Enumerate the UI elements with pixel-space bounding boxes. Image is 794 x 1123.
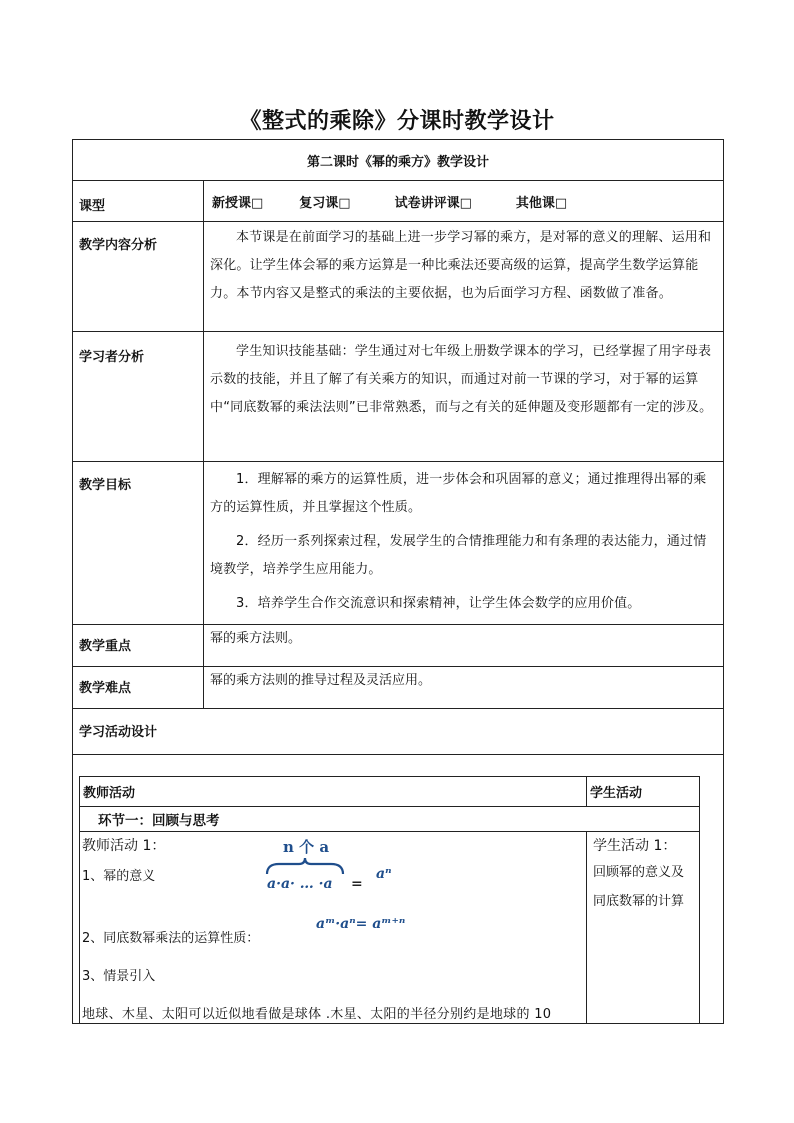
- type-exam-review-lesson[interactable]: 试卷讲评课□: [394, 195, 472, 211]
- lesson-design-table: [72, 139, 724, 1024]
- math-power-result: aⁿ: [376, 866, 392, 882]
- teacher-activity-title: 教师活动 1：: [82, 838, 166, 854]
- student-activity-header: 学生活动: [587, 777, 700, 807]
- learner-analysis-label: 学习者分析: [73, 332, 204, 462]
- student-activity-text: 回顾幂的意义及同底数幂的计算: [593, 865, 685, 909]
- math-n-copies-label: n 个 a: [283, 838, 330, 856]
- goal-item: 1．理解幂的乘方的运算性质，进一步体会和巩固幂的意义；通过推理得出幂的乘方的运算性质，并且掌握这个性质。: [210, 472, 707, 515]
- goal-item: 3．培养学生合作交流意识和探索精神，让学生体会数学的应用价值。: [236, 596, 641, 611]
- difficulty-text: 幂的乘方法则的推导过程及灵活应用。: [204, 667, 724, 709]
- key-point-label: 教学重点: [73, 625, 204, 667]
- student-activity-title: 学生活动 1：: [593, 838, 677, 854]
- math-equals: =: [351, 876, 363, 892]
- math-product-expression: a·a· … ·a: [267, 876, 333, 892]
- teaching-goals-label: 教学目标: [73, 462, 204, 625]
- type-other-lesson[interactable]: 其他课□: [515, 195, 568, 211]
- scenario-text: 地球、木星、太阳可以近似地看做是球体 .木星、太阳的半径分别约是地球的 10: [82, 1007, 552, 1022]
- item-same-base-rule: 2、同底数幂乘法的运算性质：: [82, 931, 260, 946]
- type-options: [204, 181, 724, 222]
- type-label: 课型: [73, 181, 204, 222]
- content-analysis-text: 本节课是在前面学习的基础上进一步学习幂的乘方，是对幂的意义的理解、运用和深化。让学生体会幂的乘方运算是一种比乘法还要高级的运算，提高学生数学运算能力。本节内容又是整式的乘法的主要依据，也为后面学习方程、函数做了准备。: [204, 222, 724, 332]
- content-analysis-label: 教学内容分析: [73, 222, 204, 332]
- math-same-base-rule: aᵐ·aⁿ= aᵐ⁺ⁿ: [316, 916, 406, 932]
- teaching-goals: [204, 462, 724, 625]
- teacher-activity-header: 教师活动: [80, 777, 587, 807]
- activity-design-label: 学习活动设计: [73, 709, 724, 755]
- brace-icon: [265, 856, 345, 876]
- teacher-activity-cell: [80, 832, 587, 1024]
- document-title: 《整式的乘除》分课时教学设计: [239, 108, 555, 134]
- type-new-lesson[interactable]: 新授课□: [212, 195, 264, 211]
- goal-item: 2．经历一系列探索过程，发展学生的合情推理能力和有条理的表达能力，通过情境教学，培养学生应用能力。: [210, 534, 707, 577]
- activity-table: [79, 776, 700, 1024]
- section-title: 环节一：回顾与思考: [80, 807, 700, 832]
- item-scenario-intro: 3、情景引入: [82, 969, 156, 984]
- student-activity-cell: [587, 832, 700, 1024]
- lesson-subtitle: 第二课时《幂的乘方》教学设计: [73, 140, 724, 181]
- activity-design-section: [73, 755, 724, 1024]
- key-point-text: 幂的乘方法则。: [204, 625, 724, 667]
- type-review-lesson[interactable]: 复习课□: [299, 195, 351, 211]
- learner-analysis-text: 学生知识技能基础：学生通过对七年级上册数学课本的学习，已经掌握了用字母表示数的技能，并且了解了有关乘方的知识，而通过对前一节课的学习，对于幂的运算中“同底数幂的乘法法则”已非常熟悉，而与之有关的延伸题及变形题都有一定的涉及。: [204, 332, 724, 462]
- difficulty-label: 教学难点: [73, 667, 204, 709]
- item-power-meaning: 1、幂的意义: [82, 869, 156, 884]
